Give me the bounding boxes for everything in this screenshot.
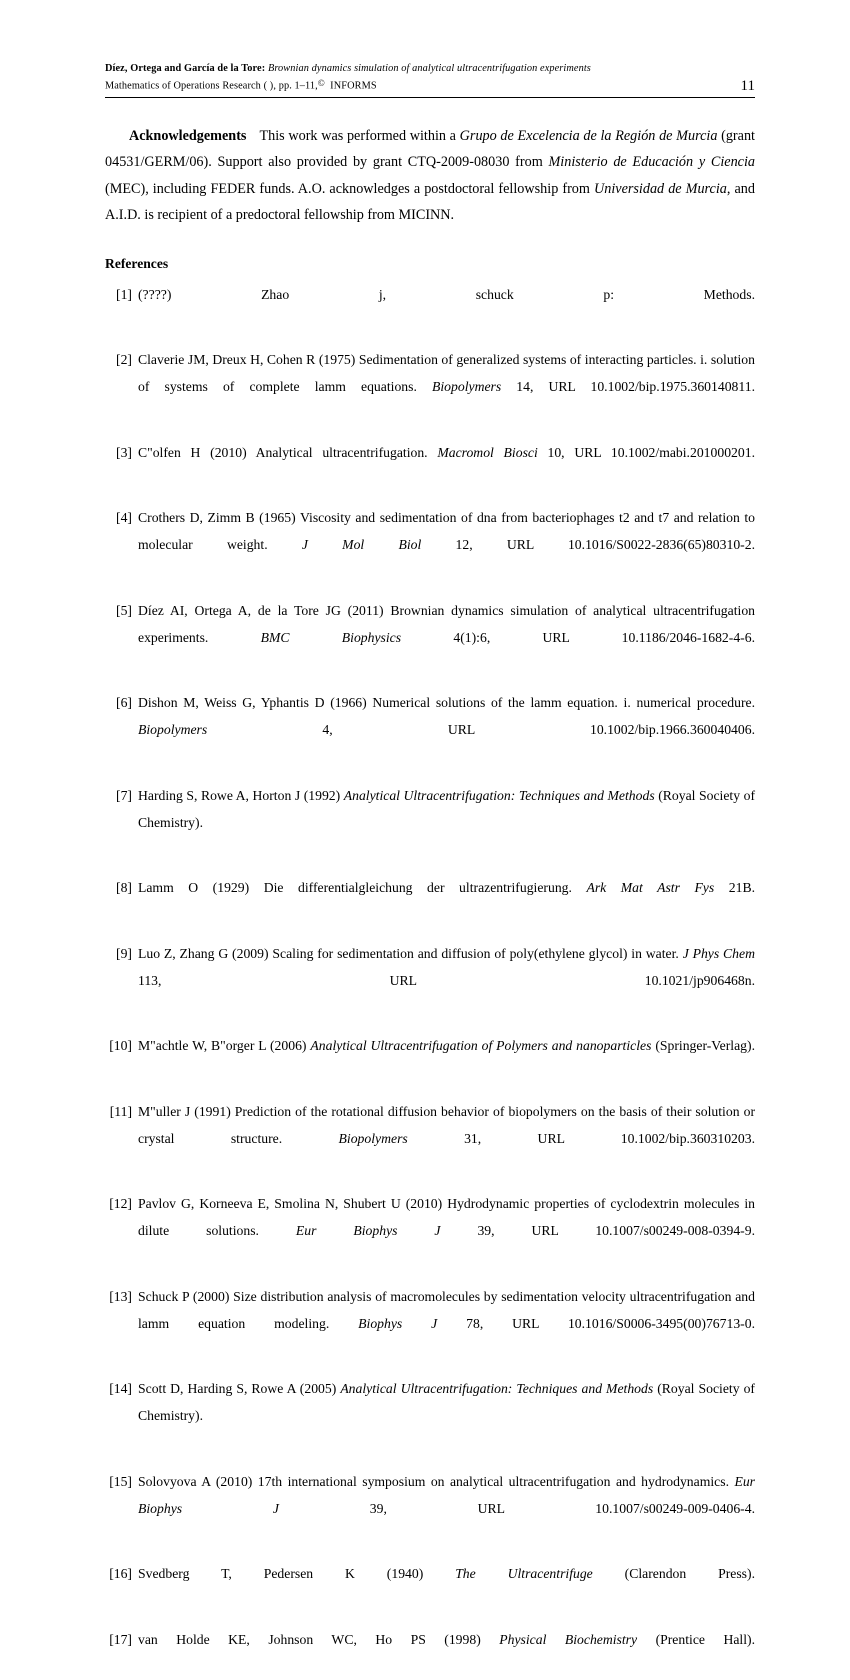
- reference-item: [105, 940, 755, 1021]
- italic-text: The Ultracentrifuge: [455, 1566, 593, 1582]
- acknowledgements-paragraph: [105, 123, 755, 229]
- italic-text: Analytical Ultracentrifugation: Techniques and Methods: [340, 1381, 654, 1397]
- plain-text: (Prentice Hall).: [637, 1631, 755, 1647]
- plain-text: 39, URL 10.1007/s00249-009-0406-4.: [278, 1500, 755, 1516]
- plain-text: 78, URL 10.1016/S0006-3495(00)76713-0.: [437, 1315, 755, 1331]
- plain-text: (????) Zhao j, schuck p: Methods.: [138, 286, 755, 302]
- plain-text: Luo Z, Zhang G (2009) Scaling for sedimentation and diffusion of poly(ethylene glycol) in water.: [138, 945, 683, 961]
- reference-item: [105, 1032, 755, 1086]
- plain-text: 21B.: [714, 880, 755, 896]
- reference-item: [105, 281, 755, 335]
- reference-number: [8]: [116, 880, 132, 896]
- italic-text: Grupo de Excelencia de la Región de Murcia: [459, 127, 718, 144]
- page-number: 11: [740, 77, 755, 94]
- reference-text: [138, 782, 755, 863]
- reference-item: [105, 1283, 755, 1364]
- plain-text: M"achtle W, B"orger L (2006): [138, 1038, 311, 1054]
- reference-number: [16]: [109, 1566, 132, 1582]
- italic-text: Biopolymers: [338, 1130, 408, 1146]
- plain-text: Harding S, Rowe A, Horton J (1992): [138, 787, 344, 803]
- reference-number: [3]: [116, 444, 132, 460]
- plain-text: (grant 04531/GERM/06). Support also provided by grant CTQ-2009-08030 from: [105, 127, 755, 171]
- italic-text: Eur Biophys J: [138, 1473, 755, 1516]
- reference-text: [138, 597, 755, 678]
- italic-text: Biophys J: [358, 1315, 438, 1331]
- running-head-line-journal: [105, 76, 755, 93]
- plain-text: 12, URL 10.1016/S0022-2836(65)80310-2.: [421, 537, 756, 553]
- reference-text: [138, 281, 755, 335]
- italic-text: BMC Biophysics: [260, 629, 402, 645]
- plain-text: Lamm O (1929) Die differentialgleichung der ultrazentrifugierung.: [138, 880, 587, 896]
- reference-item: [105, 782, 755, 863]
- plain-text: 31, URL 10.1002/bip.360310203.: [407, 1130, 755, 1146]
- plain-text: 4(1):6, URL 10.1186/2046-1682-4-6.: [401, 629, 755, 645]
- running-head-issue: ( ), pp. 1–11,: [263, 80, 318, 92]
- reference-text: [138, 1283, 755, 1364]
- reference-item: [105, 504, 755, 585]
- reference-text: [138, 346, 755, 427]
- italic-text: Universidad de Murcia: [594, 180, 727, 197]
- plain-text: , and A.I.D. is recipient of a predoctoral fellowship from MICINN.: [105, 180, 755, 224]
- plain-text: This work was performed within a: [259, 127, 460, 144]
- running-head: [105, 62, 755, 98]
- reference-number: [1]: [116, 286, 132, 302]
- plain-text: 39, URL 10.1007/s00249-008-0394-9.: [440, 1223, 755, 1239]
- running-head-line-authors: [105, 62, 755, 76]
- reference-number: [9]: [116, 945, 132, 961]
- running-head-article-title: Brownian dynamics simulation of analytical ultracentrifugation experiments: [267, 63, 591, 74]
- italic-text: Biopolymers: [138, 722, 208, 738]
- reference-text: [138, 1098, 755, 1179]
- plain-text: 10, URL 10.1002/mabi.201000201.: [537, 444, 755, 460]
- reference-item: [105, 597, 755, 678]
- reference-number: [2]: [116, 352, 132, 368]
- plain-text: van Holde KE, Johnson WC, Ho PS (1998): [138, 1631, 500, 1647]
- references-heading: References: [105, 255, 169, 271]
- running-head-publisher: INFORMS: [330, 80, 377, 92]
- italic-text: Ark Mat Astr Fys: [586, 880, 715, 896]
- reference-text: [138, 1375, 755, 1456]
- plain-text: Claverie JM, Dreux H, Cohen R (1975) Sedimentation of generalized systems of interacting particles. i. solution of systems of complete lamm equations.: [138, 352, 755, 395]
- plain-text: (MEC), including FEDER funds. A.O. acknowledges a postdoctoral fellowship from: [105, 180, 594, 197]
- plain-text: 14, URL 10.1002/bip.1975.360140811.: [501, 379, 756, 395]
- reference-number: [17]: [109, 1631, 132, 1647]
- reference-item: [105, 1468, 755, 1549]
- reference-text: [138, 1560, 755, 1614]
- reference-text: [138, 874, 755, 928]
- reference-number: [15]: [109, 1473, 132, 1489]
- plain-text: 113, URL 10.1021/jp906468n.: [138, 972, 755, 988]
- reference-text: [138, 1626, 755, 1680]
- italic-text: Analytical Ultracentrifugation of Polymers and nanoparticles: [310, 1038, 652, 1054]
- running-head-journal-name: Mathematics of Operations Research: [105, 80, 261, 92]
- reference-number: [13]: [109, 1288, 132, 1304]
- plain-text: Schuck P (2000) Size distribution analysis of macromolecules by sedimentation velocity ultracentrifugation and lamm equation modeling.: [138, 1288, 755, 1331]
- reference-item: [105, 439, 755, 493]
- reference-item: [105, 1626, 755, 1680]
- reference-text: [138, 1468, 755, 1549]
- reference-text: [138, 439, 755, 493]
- reference-item: [105, 874, 755, 928]
- italic-text: J Mol Biol: [301, 537, 422, 553]
- reference-number: [6]: [116, 695, 132, 711]
- reference-number: [12]: [109, 1196, 132, 1212]
- italic-text: Macromol Biosci: [437, 444, 538, 460]
- reference-item: [105, 1098, 755, 1179]
- reference-number: [14]: [109, 1381, 132, 1397]
- reference-text: [138, 1032, 755, 1086]
- plain-text: (Royal Society of Chemistry).: [138, 1381, 755, 1424]
- reference-number: [11]: [109, 1103, 132, 1119]
- italic-text: Physical Biochemistry: [499, 1631, 638, 1647]
- reference-number: [7]: [116, 787, 132, 803]
- reference-number: [4]: [116, 510, 132, 526]
- reference-number: [10]: [109, 1038, 132, 1054]
- plain-text: C"olfen H (2010) Analytical ultracentrifugation.: [138, 444, 438, 460]
- plain-text: (Royal Society of Chemistry).: [138, 787, 755, 830]
- plain-text: Pavlov G, Korneeva E, Smolina N, Shubert U (2010) Hydrodynamic properties of cyclodextrin molecules in dilute solutions.: [138, 1196, 755, 1239]
- reference-item: [105, 689, 755, 770]
- plain-text: M"uller J (1991) Prediction of the rotational diffusion behavior of biopolymers on the basis of their solution or crystal structure.: [138, 1103, 755, 1146]
- reference-list: [105, 281, 755, 1680]
- plain-text: (Clarendon Press).: [592, 1566, 755, 1582]
- copyright-icon: ©: [317, 78, 325, 89]
- plain-text: Scott D, Harding S, Rowe A (2005): [138, 1381, 341, 1397]
- running-head-authors: Díez, Ortega and García de la Tore:: [105, 63, 266, 74]
- plain-text: Svedberg T, Pedersen K (1940): [138, 1566, 456, 1582]
- plain-text: Díez AI, Ortega A, de la Tore JG (2011) Brownian dynamics simulation of analytical ultracentrifugation experiments.: [138, 602, 755, 645]
- plain-text: Crothers D, Zimm B (1965) Viscosity and sedimentation of dna from bacteriophages t2 and t7 and relation to molecular weight.: [138, 510, 755, 553]
- acknowledgements-heading: Acknowledgements: [129, 127, 247, 144]
- reference-number: [5]: [116, 602, 132, 618]
- italic-text: Ministerio de Educación y Ciencia: [548, 154, 755, 171]
- reference-item: [105, 346, 755, 427]
- plain-text: Dishon M, Weiss G, Yphantis D (1966) Numerical solutions of the lamm equation. i. numerical procedure.: [138, 695, 755, 711]
- italic-text: J Phys Chem: [682, 945, 755, 961]
- reference-text: [138, 504, 755, 585]
- reference-item: [105, 1375, 755, 1456]
- italic-text: Eur Biophys J: [295, 1223, 441, 1239]
- italic-text: Biopolymers: [432, 379, 502, 395]
- reference-text: [138, 1190, 755, 1271]
- reference-item: [105, 1560, 755, 1614]
- italic-text: Analytical Ultracentrifugation: Techniques and Methods: [343, 787, 655, 803]
- plain-text: (Springer-Verlag).: [651, 1038, 756, 1054]
- plain-text: 4, URL 10.1002/bip.1966.360040406.: [207, 722, 755, 738]
- plain-text: Solovyova A (2010) 17th international symposium on analytical ultracentrifugation and hydrodynamics.: [138, 1473, 735, 1489]
- reference-text: [138, 689, 755, 770]
- reference-item: [105, 1190, 755, 1271]
- reference-text: [138, 940, 755, 1021]
